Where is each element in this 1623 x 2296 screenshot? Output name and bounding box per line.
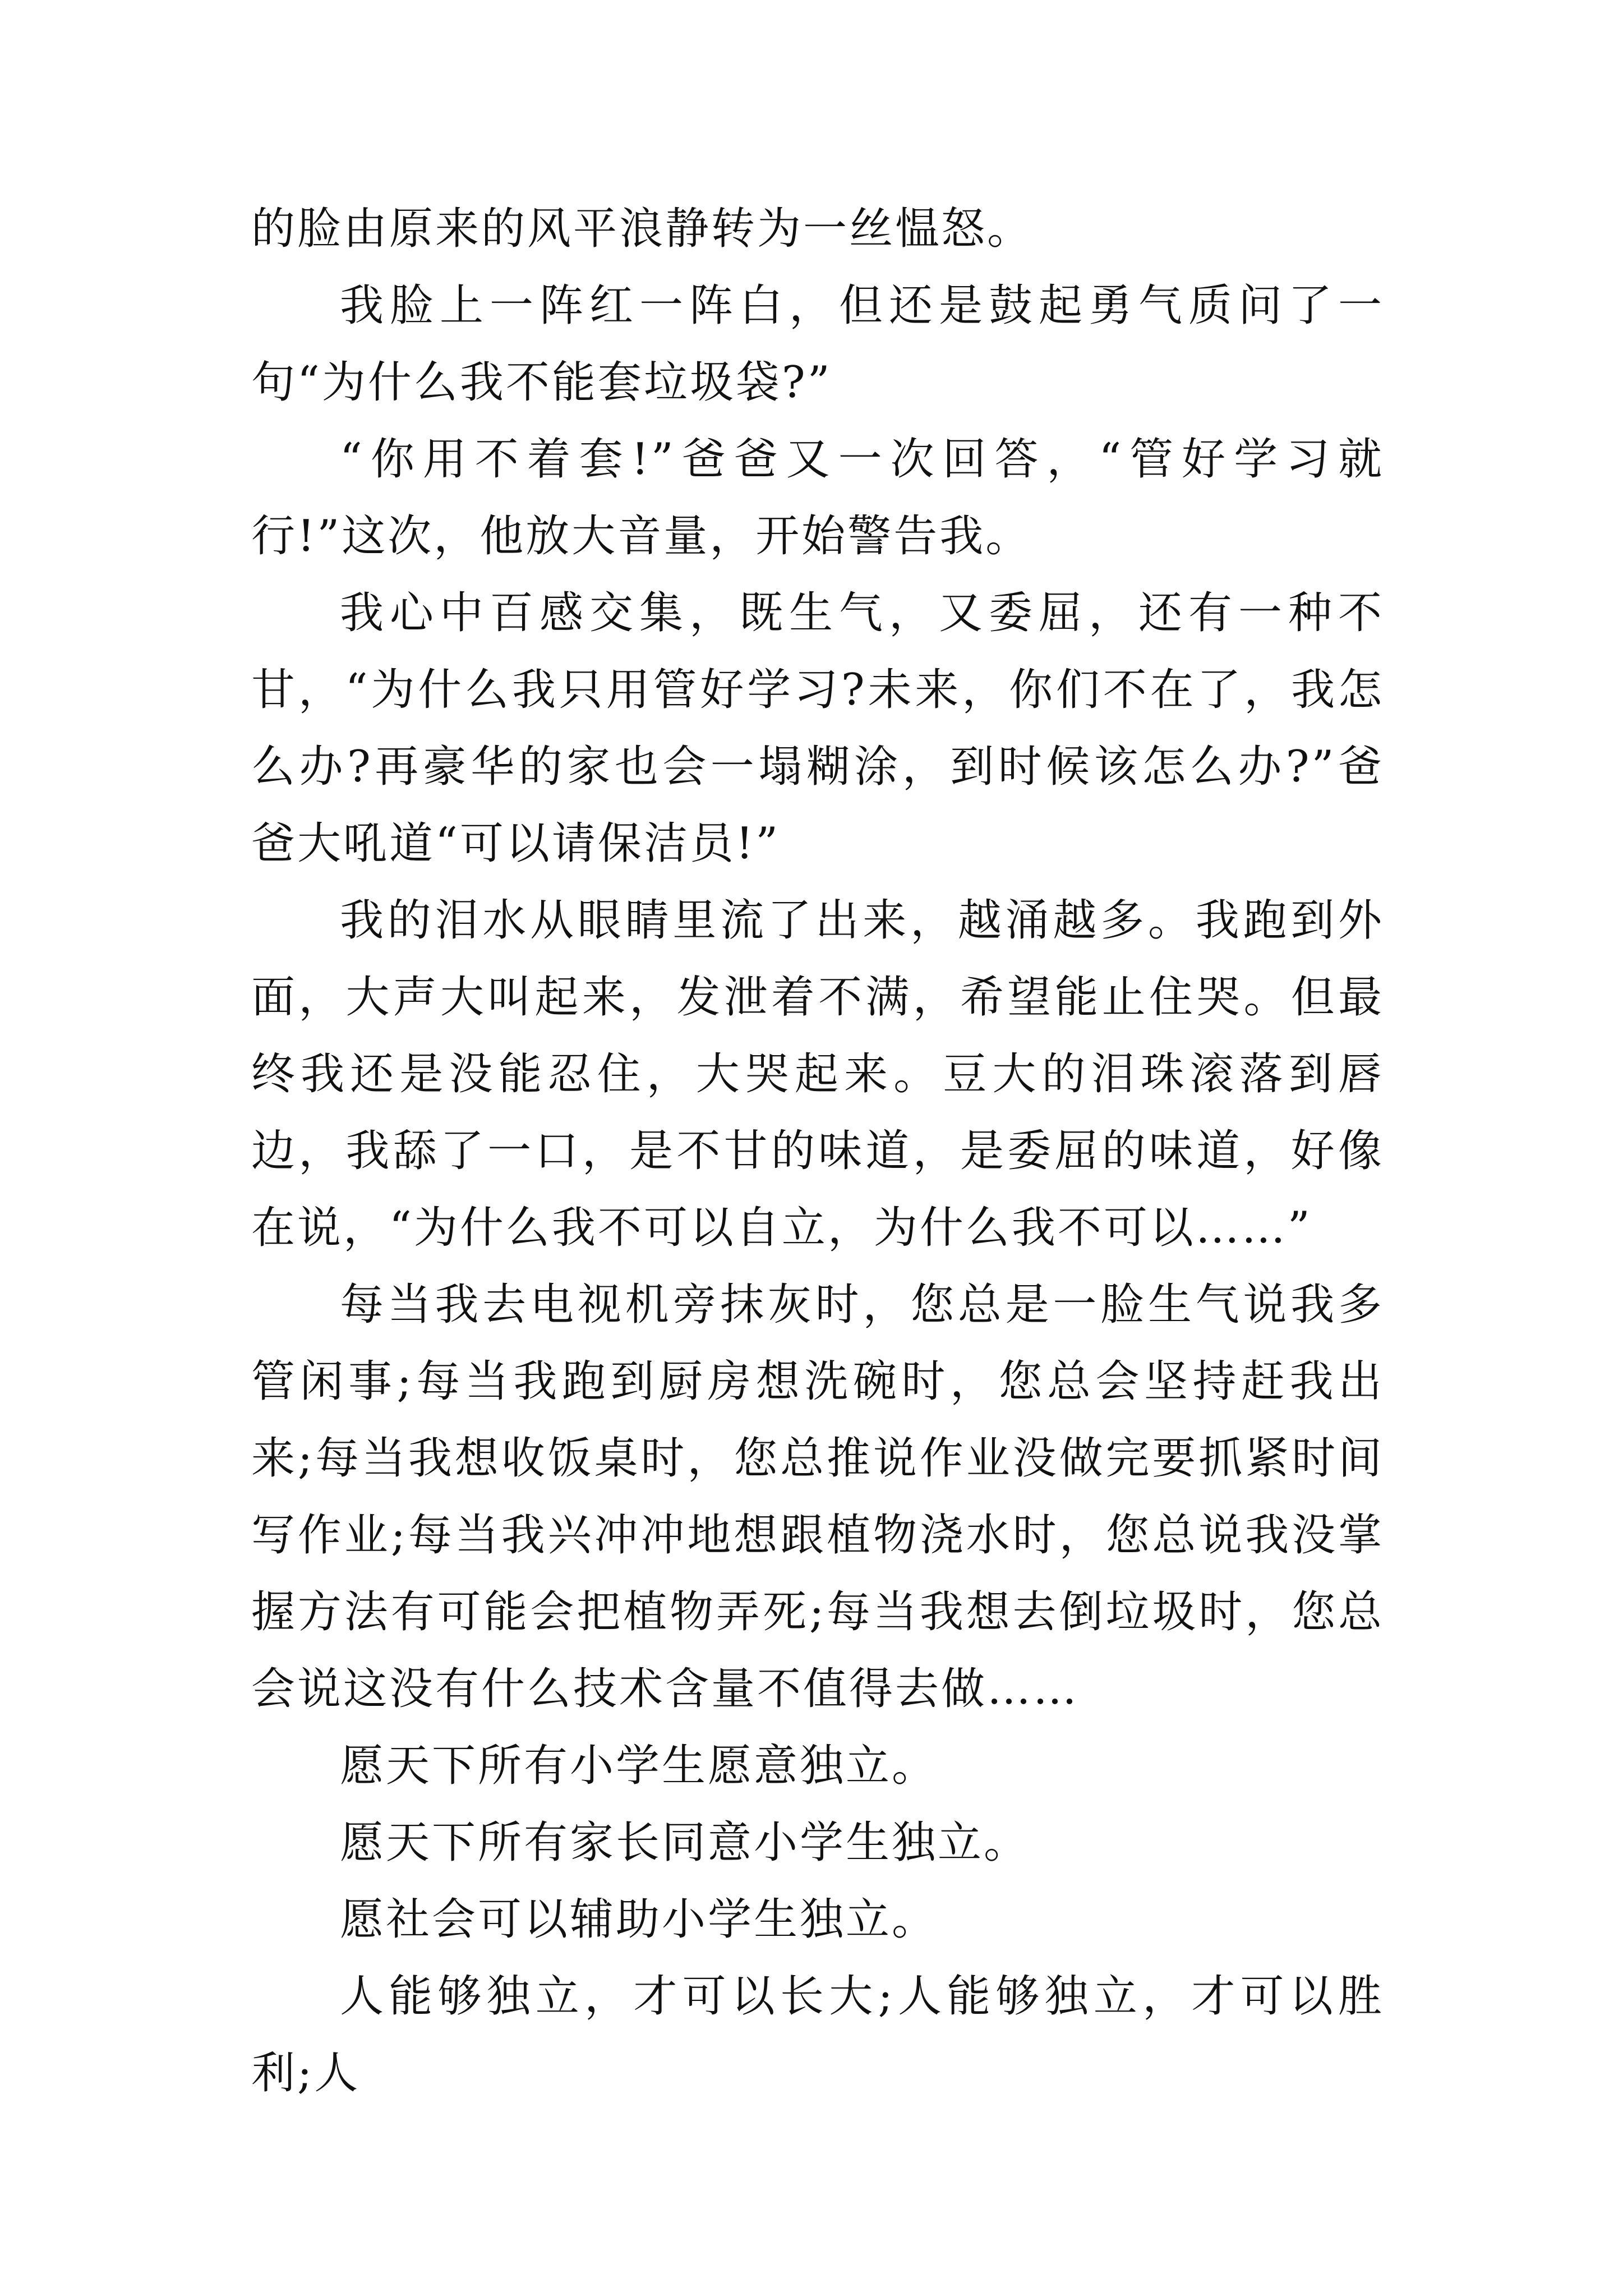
paragraph-8: 愿天下所有家长同意小学生独立。 bbox=[340, 1818, 1030, 1868]
paragraph-5: 我的泪水从眼睛里流了出来，越涌越多。我跑到外面，大声大叫起来，发泄着不满，希望能止住哭。但最终我还是没能忍住，大哭起来。豆大的泪珠滚落到唇边，我舔了一口，是不甘的味道，是委屈的味道，好像在说，“为什么我不可以自立，为什么我不可以……” bbox=[251, 895, 1384, 1253]
paragraph-7: 愿天下所有小学生愿意独立。 bbox=[340, 1741, 938, 1791]
paragraph-9: 愿社会可以辅助小学生独立。 bbox=[340, 1894, 938, 1945]
paragraph-2: 我脸上一阵红一阵白，但还是鼓起勇气质问了一句“为什么我不能套垃圾袋?” bbox=[251, 280, 1384, 408]
paragraph-6: 每当我去电视机旁抹灰时，您总是一脸生气说我多管闲事;每当我跑到厨房想洗碗时，您总会坚持赶我出来;每当我想收饭桌时，您总推说作业没做完要抓紧时间写作业;每当我兴冲冲地想跟植物浇水时，您总说我没掌握方法有可能会把植物弄死;每当我想去倒垃圾时，您总会说这没有什么技术含量不值得去做…… bbox=[251, 1280, 1384, 1714]
paragraph-4: 我心中百感交集，既生气，又委屈，还有一种不甘，“为什么我只用管好学习?未来，你们不在了，我怎么办?再豪华的家也会一塌糊涂，到时候该怎么办?”爸爸大吼道“可以请保洁员!” bbox=[251, 588, 1384, 869]
paragraph-1: 的脸由原来的风平浪静转为一丝愠怒。 bbox=[251, 204, 1034, 254]
paragraph-3: “你用不着套!”爸爸又一次回答，“管好学习就行!”这次，他放大音量，开始警告我。 bbox=[251, 434, 1384, 562]
paragraph-10: 人能够独立，才可以长大;人能够独立，才可以胜利;人 bbox=[251, 1971, 1384, 2099]
document-body bbox=[251, 191, 1384, 2112]
